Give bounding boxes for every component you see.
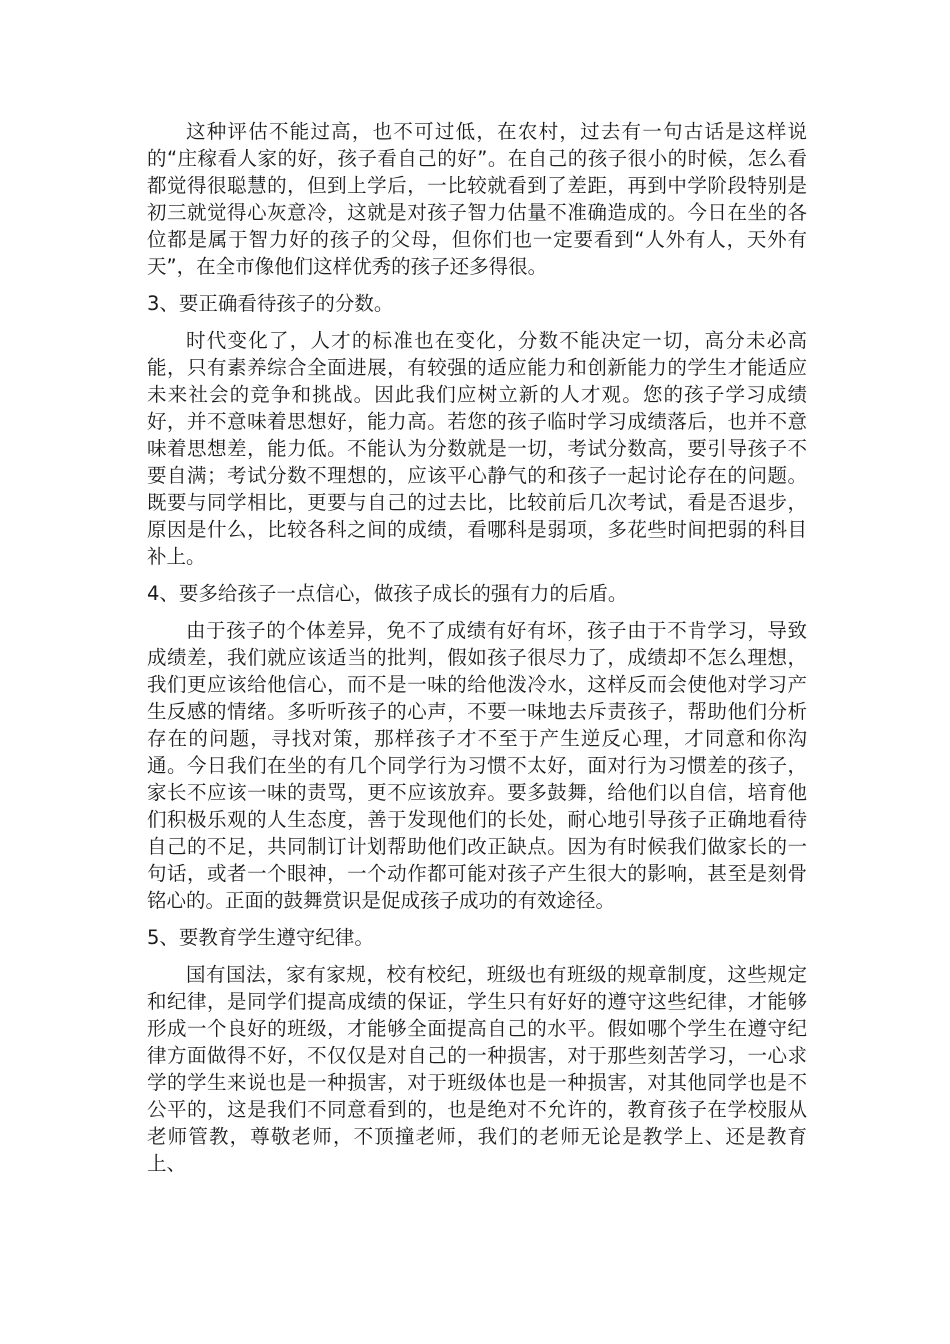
paragraph-gap [147, 280, 807, 290]
paragraph-discipline: 国有国法，家有家规，校有校纪，班级也有班级的规章制度，这些规定和纪律，是同学们提高成绩的保证，学生只有好好的遵守这些纪律，才能够形成一个良好的班级，才能够全面提高自己的水平。假如哪个学生在遵守纪律方面做得不好，不仅仅是对自己的一种损害，对于那些刻苦学习，一心求学的学生来说也是一种损害，对于班级体也是一种损害，对其他同学也是不公平的，这是我们不同意看到的，也是绝对不允许的，教育孩子在学校服从老师管教，尊敬老师，不顶撞老师，我们的老师无论是教学上、还是教育上、 [147, 963, 807, 1175]
heading-section-3: 3、要正确看待孩子的分数。 [147, 292, 394, 315]
heading-section-4: 4、要多给孩子一点信心，做孩子成长的强有力的后盾。 [147, 582, 628, 605]
document-body [147, 118, 807, 1177]
paragraph-scores: 时代变化了，人才的标准也在变化，分数不能决定一切，高分未必高能，只有素养综合全面进展，有较强的适应能力和创新能力的学生才能适应未来社会的竞争和挑战。因此我们应树立新的人才观。您的孩子学习成绩好，并不意味着思想好，能力高。若您的孩子临时学习成绩落后，也并不意味着思想差，能力低。不能认为分数就是一切，考试分数高，要引导孩子不要自满；考试分数不理想的，应该平心静气的和孩子一起讨论存在的问题。既要与同学相比，更要与自己的过去比，比较前后几次考试，看是否退步，原因是什么，比较各科之间的成绩，看哪科是弱项，多花些时间把弱的科目补上。 [147, 329, 807, 568]
paragraph-gap [147, 951, 807, 961]
paragraph-gap [147, 317, 807, 327]
paragraph-gap [147, 914, 807, 924]
paragraph-intelligence-estimate: 这种评估不能过高，也不可过低，在农村，过去有一句古话是这样说的“庄稼看人家的好，孩子看自己的好”。在自己的孩子很小的时候，怎么看都觉得很聪慧的，但到上学后，一比较就看到了差距，再到中学阶段特别是初三就觉得心灰意冷，这就是对孩子智力估量不准确造成的。今日在坐的各位都是属于智力好的孩子的父母，但你们也一定要看到“人外有人，天外有天”，在全市像他们这样优秀的孩子还多得很。 [147, 120, 807, 278]
paragraph-confidence: 由于孩子的个体差异，免不了成绩有好有坏，孩子由于不肯学习，导致成绩差，我们就应该适当的批判，假如孩子很尽力了，成绩却不怎么理想，我们更应该给他信心，而不是一味的给他泼冷水，这样反而会使他对学习产生反感的情绪。多听听孩子的心声，不要一味地去斥责孩子，帮助他们分析存在的问题，寻找对策，那样孩子才不至于产生逆反心理，才同意和你沟通。今日我们在坐的有几个同学行为习惯不太好，面对行为习惯差的孩子，家长不应该一味的责骂，更不应该放弃。要多鼓舞，给他们以自信，培育他们积极乐观的人生态度，善于发现他们的长处，耐心地引导孩子正确地看待自己的不足，共同制订计划帮助他们改正缺点。因为有时候我们做家长的一句话，或者一个眼神，一个动作都可能对孩子产生很大的影响，甚至是刻骨铭心的。正面的鼓舞赏识是促成孩子成功的有效途径。 [147, 619, 807, 912]
paragraph-gap [147, 607, 807, 617]
paragraph-gap [147, 570, 807, 580]
heading-section-5: 5、要教育学生遵守纪律。 [147, 926, 374, 949]
